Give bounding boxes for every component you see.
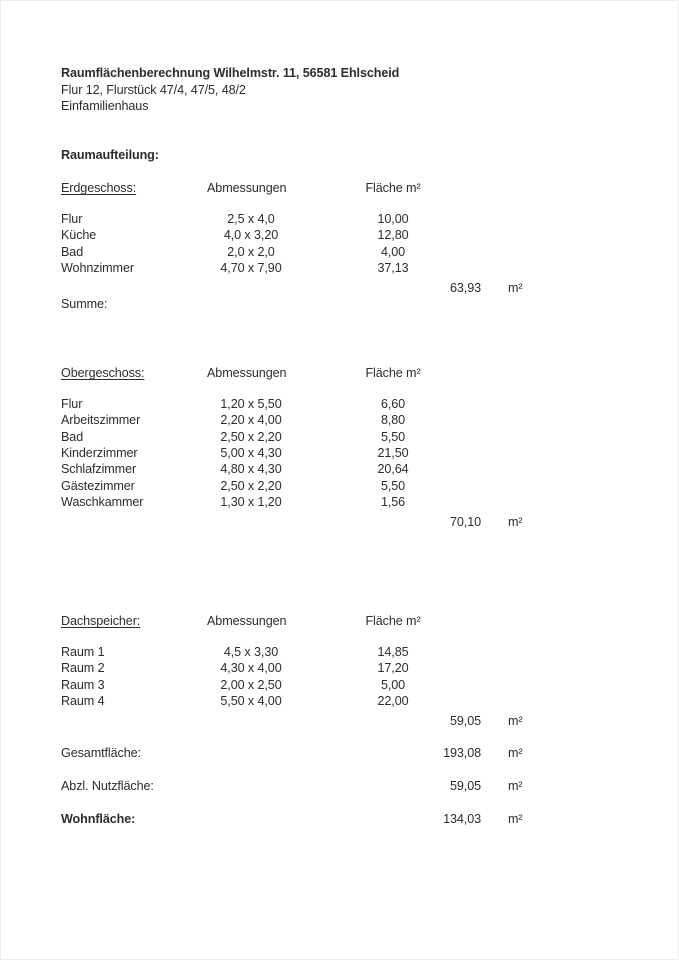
room-area: 6,60 xyxy=(380,397,406,412)
room-area: 1,56 xyxy=(380,494,406,509)
table-row xyxy=(61,644,679,660)
room-name: Waschkammer xyxy=(61,494,144,509)
room-dimensions: 5,50 x 4,00 xyxy=(220,694,282,709)
document-title: Raumflächenberechnung Wilhelmstr. 11, 56581 Ehlscheid xyxy=(61,66,400,80)
room-name: Raum 3 xyxy=(61,677,105,692)
room-dimensions: 4,30 x 4,00 xyxy=(220,661,282,676)
room-area: 37,13 xyxy=(377,261,409,276)
section-title: Erdgeschoss: xyxy=(61,181,137,196)
section-header-row xyxy=(61,613,679,629)
room-dimensions: 2,20 x 4,00 xyxy=(220,413,282,428)
room-area: 20,64 xyxy=(377,462,409,477)
document-subtitle-housetype: Einfamilienhaus xyxy=(61,99,149,114)
section-title: Dachspeicher: xyxy=(61,614,141,629)
section-sum-row xyxy=(61,713,679,729)
room-name: Bad xyxy=(61,429,84,444)
room-area: 5,00 xyxy=(380,677,406,692)
room-name: Schlafzimmer xyxy=(61,462,137,477)
section-sum-row xyxy=(61,280,679,296)
room-area: 5,50 xyxy=(380,429,406,444)
unit-label: m² xyxy=(508,713,523,728)
room-area: 8,80 xyxy=(380,413,406,428)
table-row xyxy=(61,494,679,510)
table-row xyxy=(61,244,679,260)
unit-label: m² xyxy=(508,778,523,793)
document-subtitle-parcel: Flur 12, Flurstück 47/4, 47/5, 48/2 xyxy=(61,82,246,97)
room-dimensions: 2,00 x 2,50 xyxy=(220,677,282,692)
room-area: 4,00 xyxy=(380,244,406,259)
total-label: Wohnfläche: xyxy=(61,811,136,826)
totals-block xyxy=(61,745,679,827)
room-dimensions: 4,70 x 7,90 xyxy=(220,261,282,276)
room-name: Flur xyxy=(61,212,83,227)
total-row-gesamtflaeche xyxy=(61,745,679,761)
section-obergeschoss xyxy=(61,365,679,530)
room-area: 5,50 xyxy=(380,478,406,493)
table-row xyxy=(61,677,679,693)
room-dimensions: 5,00 x 4,30 xyxy=(220,446,282,461)
table-row xyxy=(61,227,679,243)
room-dimensions: 4,0 x 3,20 xyxy=(223,228,279,243)
room-dimensions: 1,20 x 5,50 xyxy=(220,397,282,412)
room-area: 17,20 xyxy=(377,661,409,676)
section-erdgeschoss xyxy=(61,180,679,312)
total-value: 134,03 xyxy=(443,811,481,826)
room-name: Arbeitszimmer xyxy=(61,413,141,428)
table-row xyxy=(61,260,679,276)
total-row-wohnflaeche xyxy=(61,811,679,827)
column-header-abmessungen: Abmessungen xyxy=(207,181,287,196)
room-name: Wohnzimmer xyxy=(61,261,134,276)
room-area: 22,00 xyxy=(377,694,409,709)
room-name: Kinderzimmer xyxy=(61,446,138,461)
spacer xyxy=(61,381,679,396)
section-title: Obergeschoss: xyxy=(61,366,145,381)
total-value: 193,08 xyxy=(443,746,481,761)
total-value: 59,05 xyxy=(449,778,481,793)
room-dimensions: 4,80 x 4,30 xyxy=(220,462,282,477)
intro-label-wrap xyxy=(61,147,679,163)
room-name: Raum 4 xyxy=(61,694,105,709)
room-area: 12,80 xyxy=(377,228,409,243)
table-row xyxy=(61,396,679,412)
table-row xyxy=(61,445,679,461)
section-sum-value: 70,10 xyxy=(449,514,481,529)
section-header-row xyxy=(61,180,679,196)
column-header-abmessungen: Abmessungen xyxy=(207,614,287,629)
room-dimensions: 2,50 x 2,20 xyxy=(220,478,282,493)
room-name: Bad xyxy=(61,244,84,259)
room-area: 10,00 xyxy=(377,212,409,227)
section-dachspeicher xyxy=(61,613,679,729)
table-row xyxy=(61,660,679,676)
table-row xyxy=(61,429,679,445)
summe-label-row xyxy=(61,296,679,312)
room-area: 14,85 xyxy=(377,645,409,660)
table-row xyxy=(61,693,679,709)
spacer xyxy=(61,196,679,211)
room-name: Raum 1 xyxy=(61,645,105,660)
intro-label: Raumaufteilung: xyxy=(61,148,159,163)
room-name: Raum 2 xyxy=(61,661,105,676)
column-header-flaeche: Fläche m² xyxy=(365,614,421,629)
table-row xyxy=(61,211,679,227)
room-dimensions: 2,50 x 2,20 xyxy=(220,429,282,444)
total-row-nutzflaeche xyxy=(61,778,679,794)
room-area: 21,50 xyxy=(377,446,409,461)
section-sum-value: 59,05 xyxy=(449,713,481,728)
unit-label: m² xyxy=(508,811,523,826)
spacer xyxy=(61,629,679,644)
column-header-flaeche: Fläche m² xyxy=(365,181,421,196)
room-dimensions: 2,0 x 2,0 xyxy=(227,244,275,259)
room-dimensions: 2,5 x 4,0 xyxy=(227,212,275,227)
unit-label: m² xyxy=(508,746,523,761)
total-label: Abzl. Nutzfläche: xyxy=(61,778,154,793)
unit-label: m² xyxy=(508,514,523,529)
room-name: Küche xyxy=(61,228,97,243)
room-name: Flur xyxy=(61,397,83,412)
section-sum-value: 63,93 xyxy=(449,280,481,295)
unit-label: m² xyxy=(508,280,523,295)
table-row xyxy=(61,412,679,428)
section-header-row xyxy=(61,365,679,381)
document-header xyxy=(61,65,679,115)
room-name: Gästezimmer xyxy=(61,478,135,493)
table-row xyxy=(61,461,679,477)
summe-label: Summe: xyxy=(61,297,108,312)
column-header-abmessungen: Abmessungen xyxy=(207,366,287,381)
total-label: Gesamtfläche: xyxy=(61,746,141,761)
room-dimensions: 1,30 x 1,20 xyxy=(220,494,282,509)
table-row xyxy=(61,477,679,493)
column-header-flaeche: Fläche m² xyxy=(365,366,421,381)
room-dimensions: 4,5 x 3,30 xyxy=(223,645,279,660)
section-sum-row xyxy=(61,514,679,530)
